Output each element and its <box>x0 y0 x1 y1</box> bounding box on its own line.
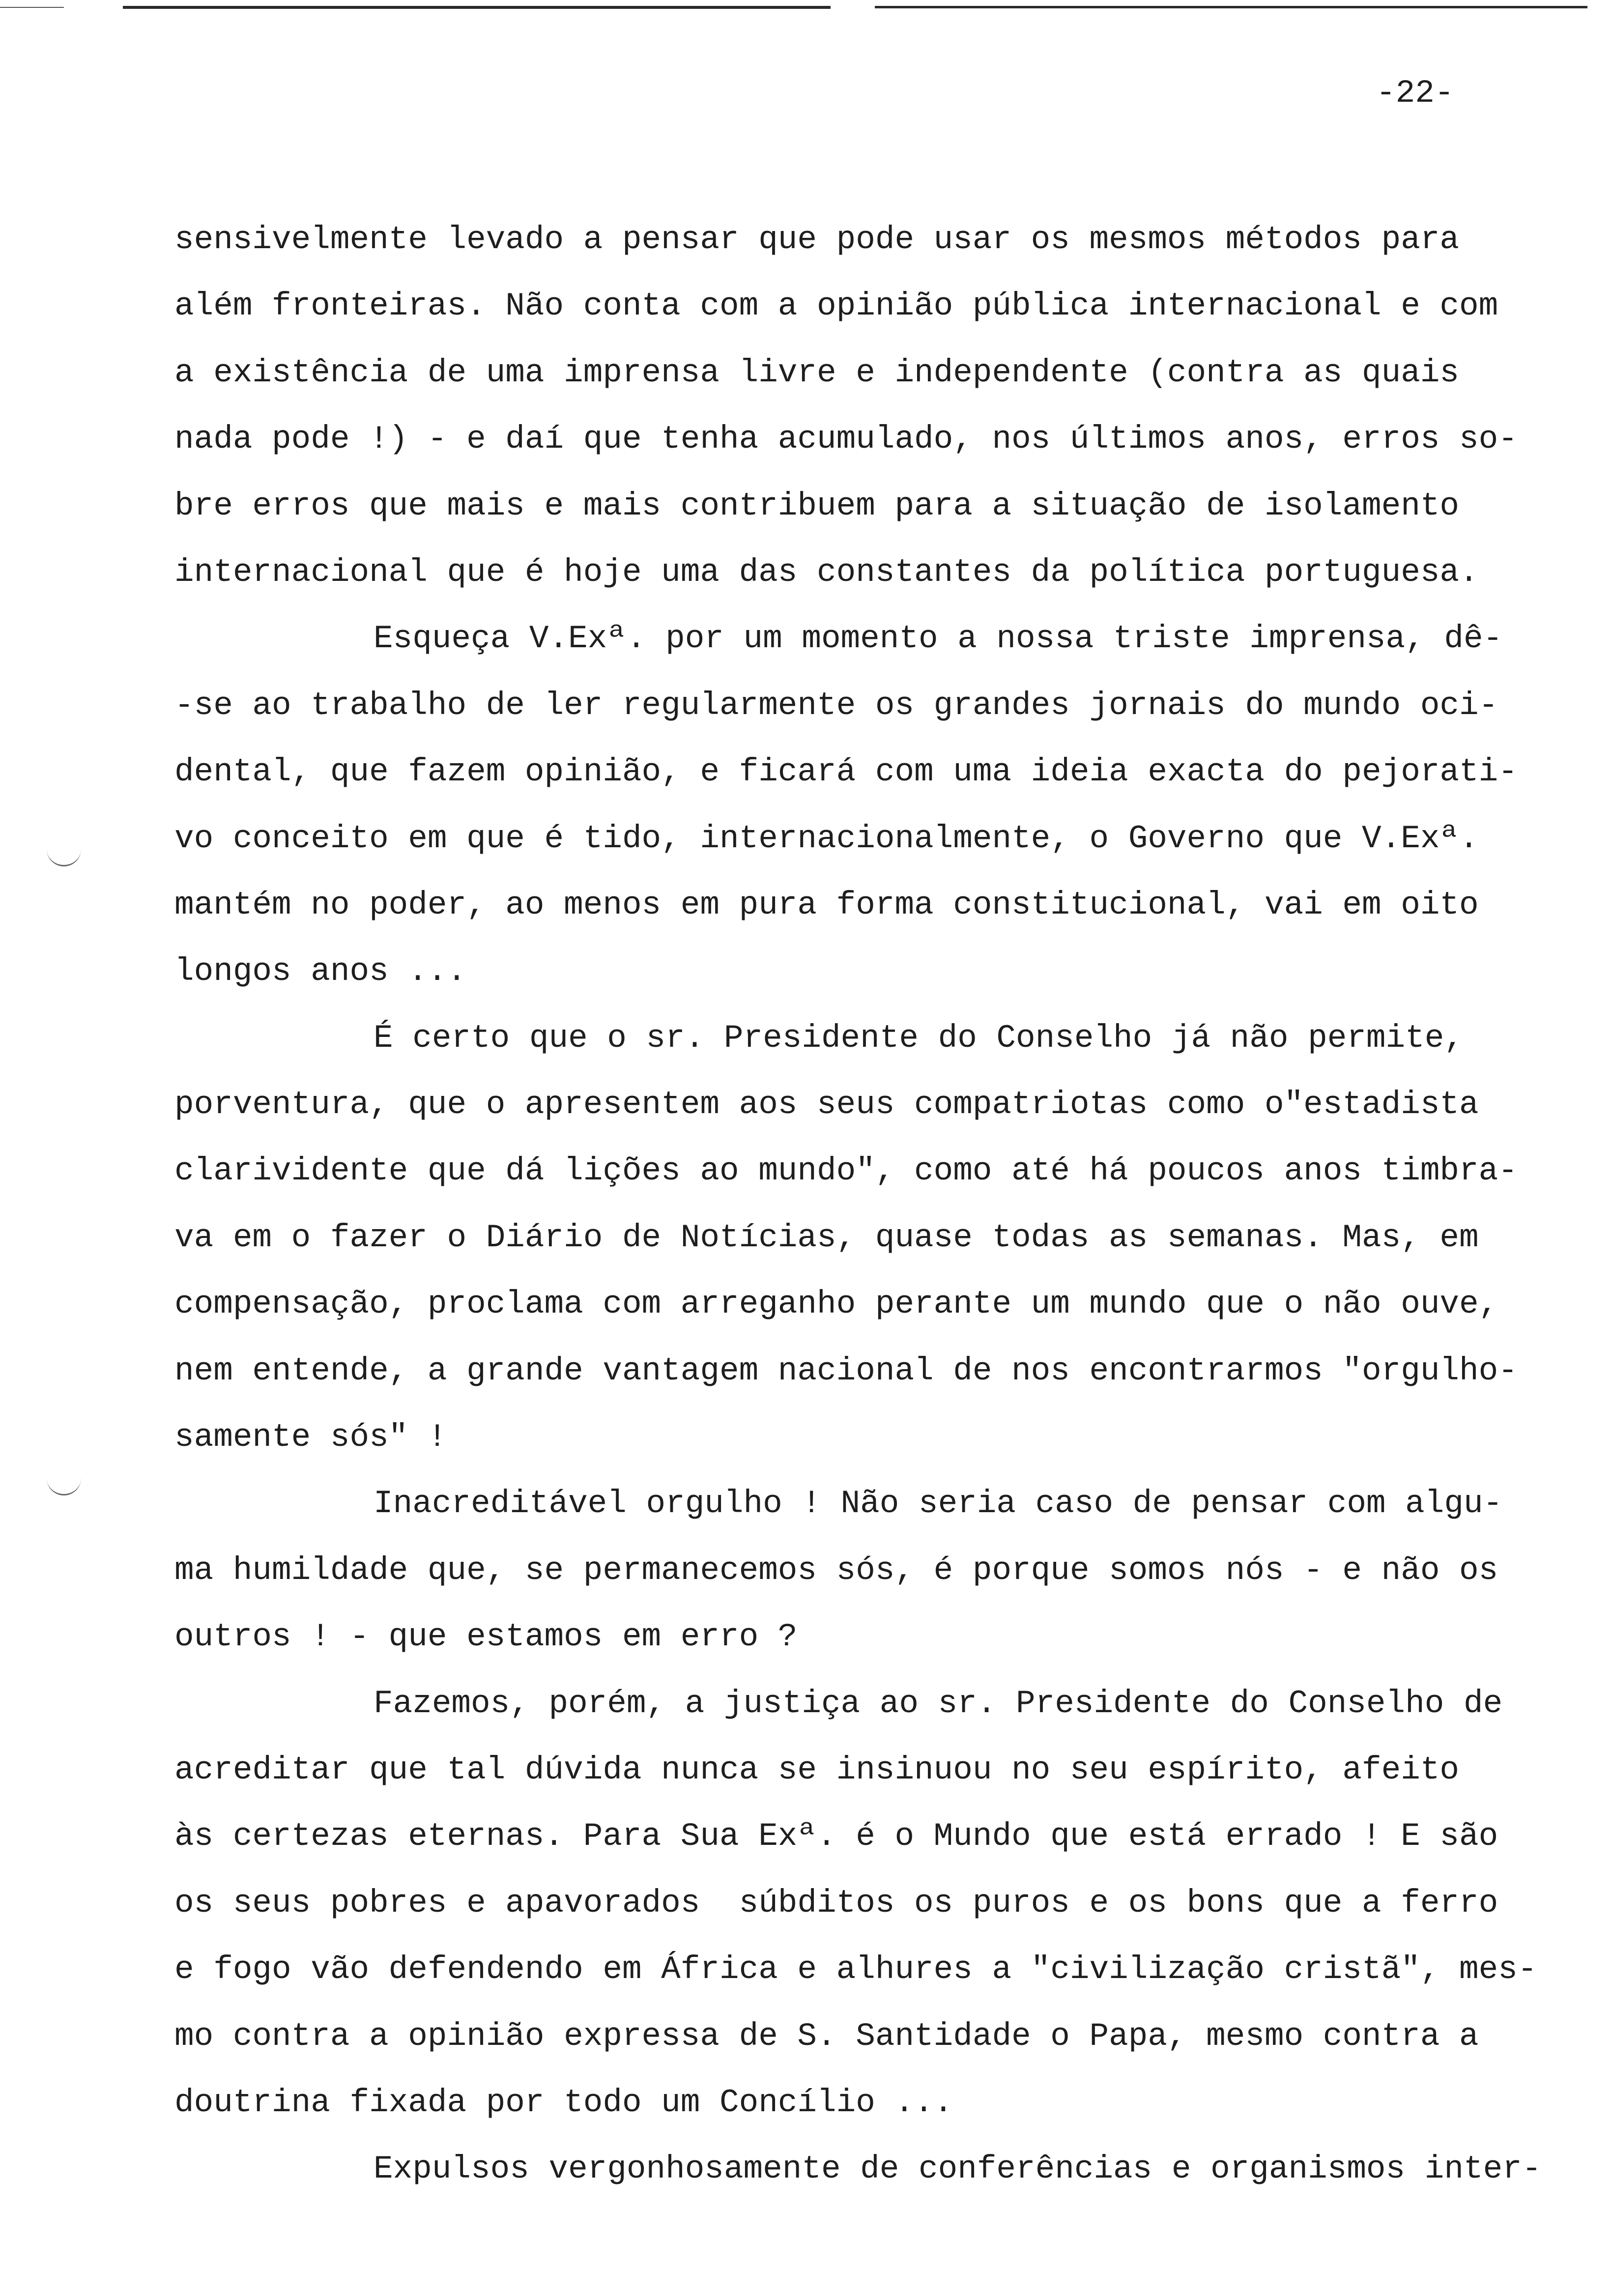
text-line: Inacreditável orgulho ! Não seria caso de pensar com algu- <box>374 1485 1503 1522</box>
text-line: compensação, proclama com arreganho perante um mundo que o não ouve, <box>174 1286 1498 1323</box>
text-line: doutrina fixada por todo um Concílio ... <box>174 2084 953 2121</box>
margin-mark <box>47 1474 81 1495</box>
text-line: Expulsos vergonhosamente de conferências e organismos inter- <box>374 2151 1542 2188</box>
text-line: nem entende, a grande vantagem nacional de nos encontrarmos "orgulho- <box>174 1352 1518 1389</box>
text-line: É certo que o sr. Presidente do Conselho já não permite, <box>374 1019 1464 1057</box>
text-line: -se ao trabalho de ler regularmente os grandes jornais do mundo oci- <box>174 687 1498 724</box>
text-line: samente sós" ! <box>174 1419 447 1456</box>
text-line: mantém no poder, ao menos em pura forma constitucional, vai em oito <box>174 886 1479 923</box>
text-line: sensivelmente levado a pensar que pode usar os mesmos métodos para <box>174 221 1460 258</box>
text-line: outros ! - que estamos em erro ? <box>174 1618 798 1656</box>
text-line: internacional que é hoje uma das constantes da política portuguesa. <box>174 553 1479 591</box>
text-line: Fazemos, porém, a justiça ao sr. Presidente do Conselho de <box>374 1685 1503 1722</box>
text-line: mo contra a opinião expressa de S. Santidade o Papa, mesmo contra a <box>174 2017 1479 2055</box>
text-line: longos anos ... <box>174 953 467 990</box>
text-line: acreditar que tal dúvida nunca se insinuou no seu espírito, afeito <box>174 1751 1460 1788</box>
text-line: va em o fazer o Diário de Notícias, quase todas as semanas. Mas, em <box>174 1219 1479 1256</box>
top-rule-left <box>123 6 831 9</box>
body-text <box>174 206 1565 2203</box>
text-line: a existência de uma imprensa livre e independente (contra as quais <box>174 354 1460 391</box>
text-line: além fronteiras. Não conta com a opinião pública internacional e com <box>174 287 1498 325</box>
text-line: bre erros que mais e mais contribuem para a situação de isolamento <box>174 487 1460 524</box>
page-number: -22- <box>1376 75 1454 112</box>
top-rule-right <box>875 6 1587 8</box>
text-line: clarividente que dá lições ao mundo", como até há poucos anos timbra- <box>174 1152 1518 1190</box>
text-line: nada pode !) - e daí que tenha acumulado, nos últimos anos, erros so- <box>174 421 1518 458</box>
top-rule-stub <box>0 7 64 8</box>
margin-mark <box>47 845 81 866</box>
text-line: porventura, que o apresentem aos seus compatriotas como o"estadista <box>174 1086 1479 1123</box>
text-line: dental, que fazem opinião, e ficará com uma ideia exacta do pejorati- <box>174 753 1518 791</box>
text-line: vo conceito em que é tido, internacionalmente, o Governo que V.Exª. <box>174 820 1479 857</box>
text-line: Esqueça V.Exª. por um momento a nossa triste imprensa, dê- <box>374 620 1503 658</box>
text-line: os seus pobres e apavorados súbditos os puros e os bons que a ferro <box>174 1884 1498 1922</box>
text-line: e fogo vão defendendo em África e alhures a "civilização cristã", mes- <box>174 1951 1537 1988</box>
text-line: ma humildade que, se permanecemos sós, é porque somos nós - e não os <box>174 1551 1498 1589</box>
text-line: às certezas eternas. Para Sua Exª. é o Mundo que está errado ! E são <box>174 1818 1498 1855</box>
